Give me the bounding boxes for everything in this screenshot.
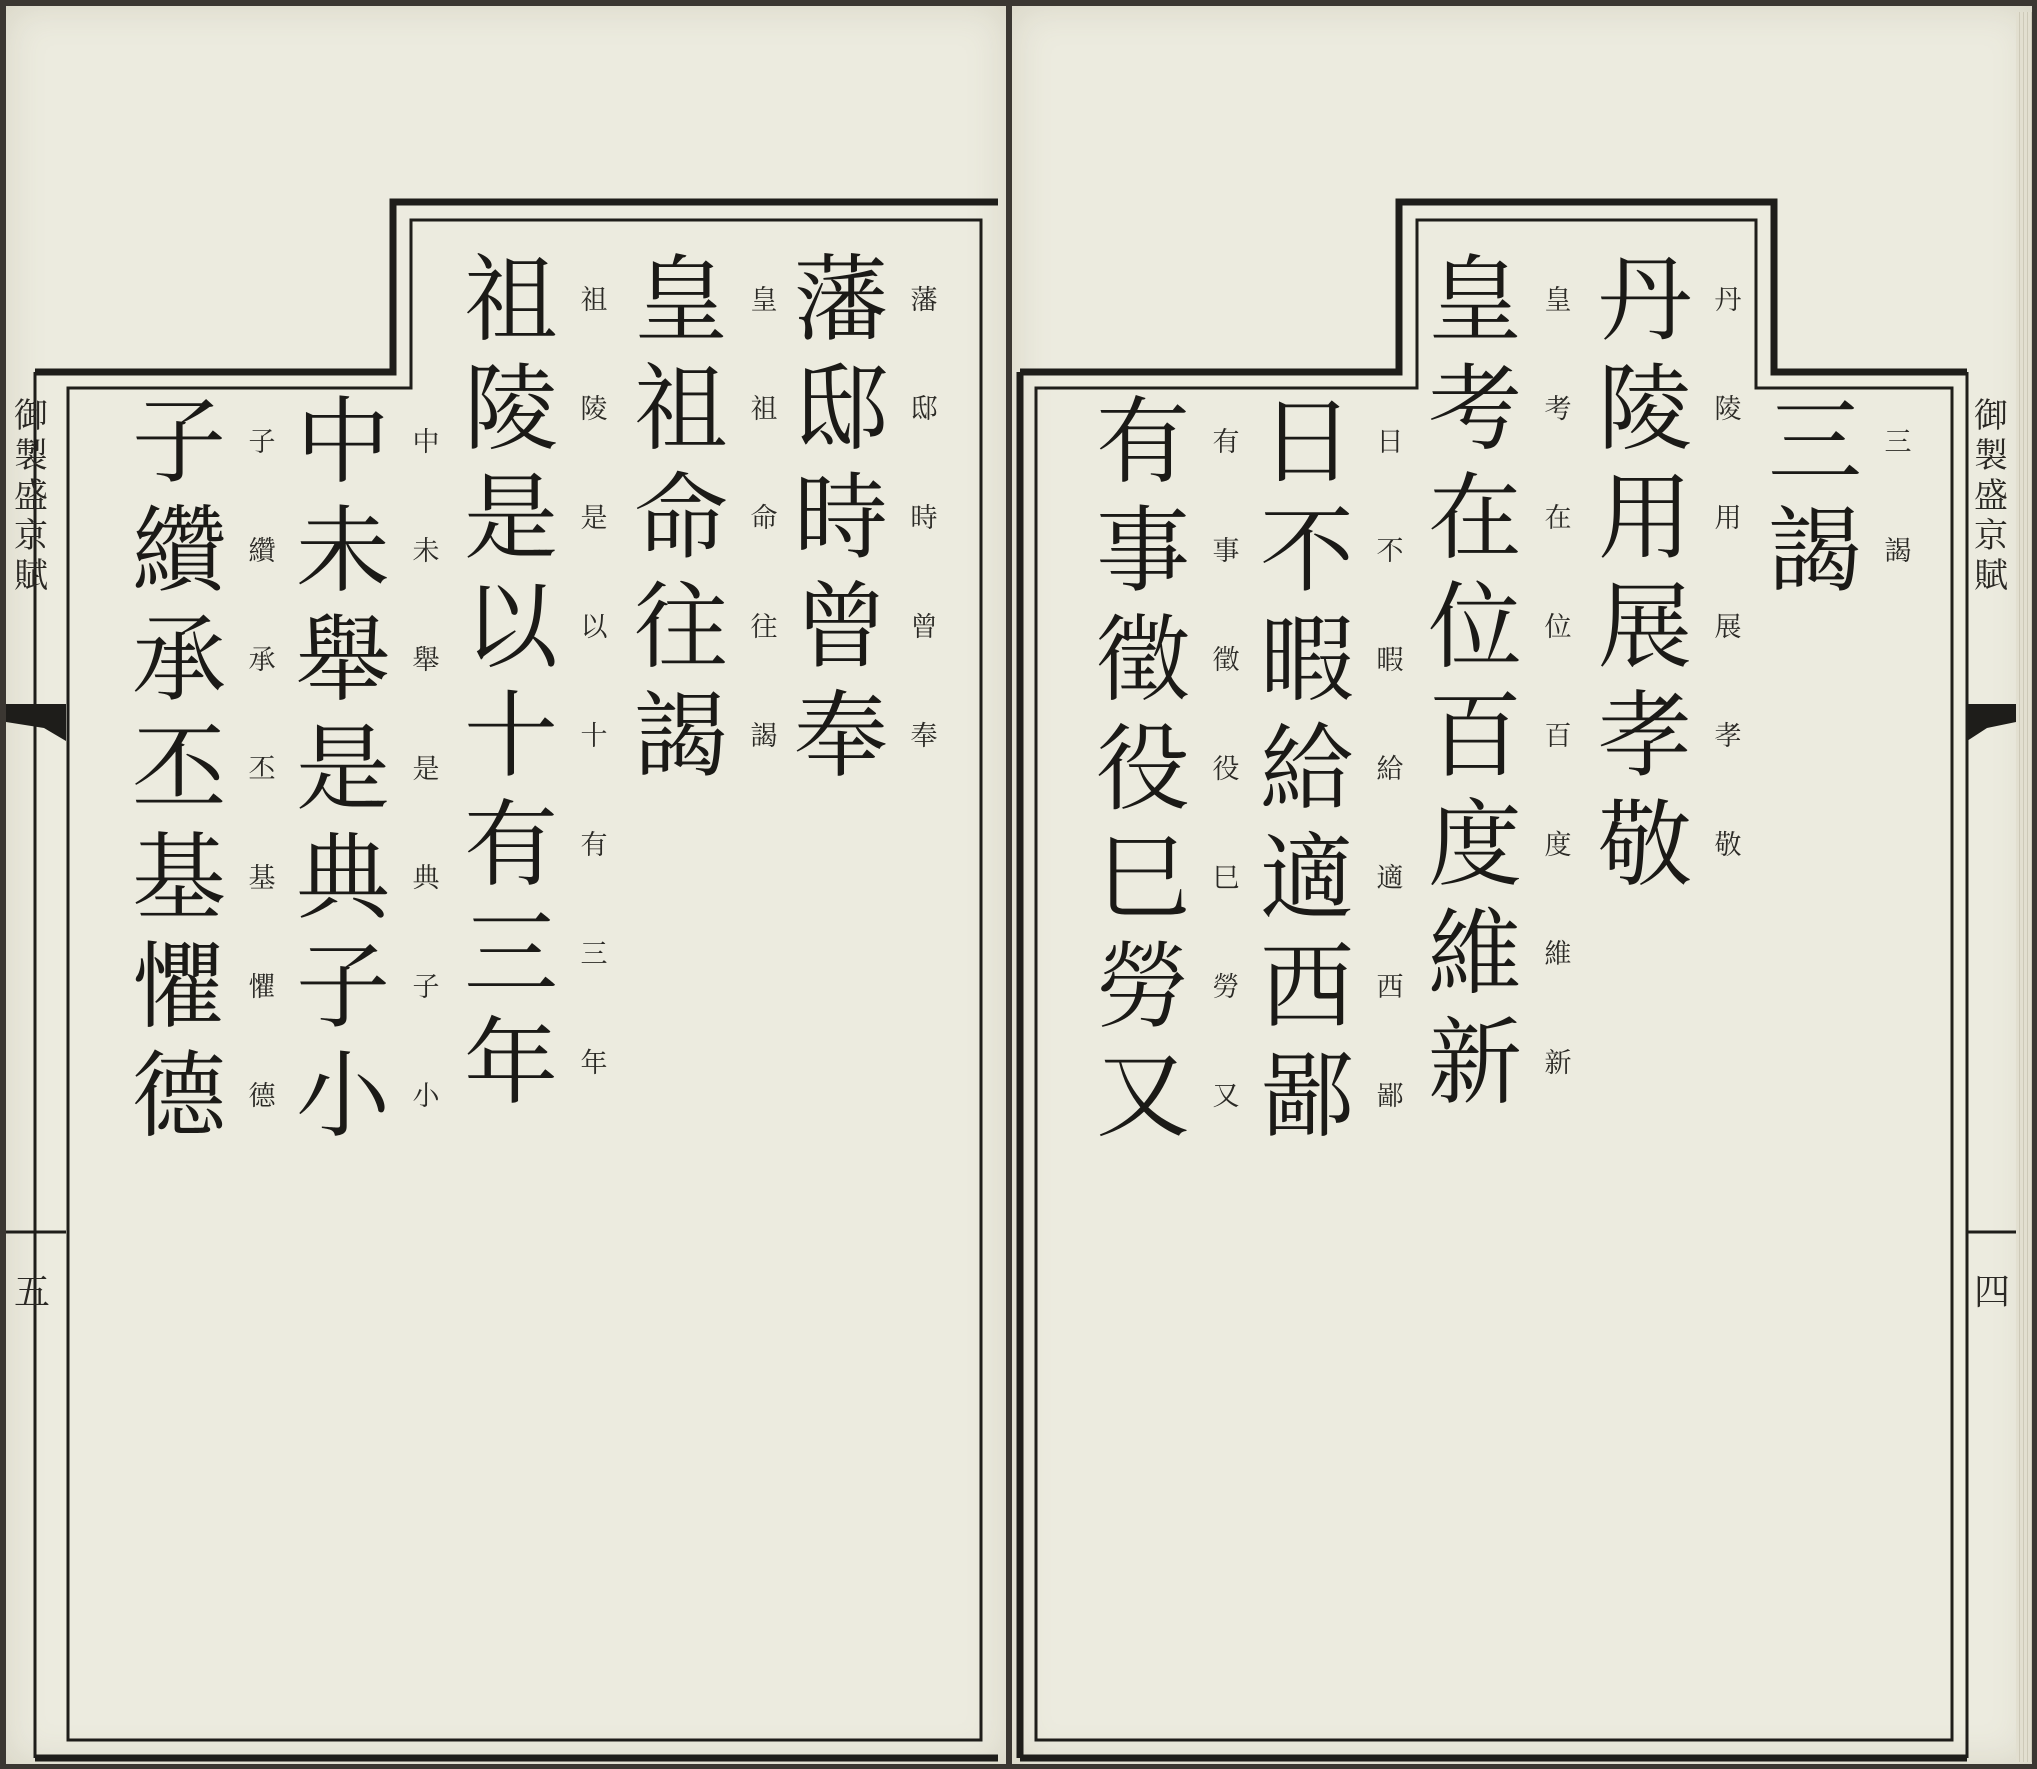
gloss-character: 奉 — [910, 721, 938, 752]
seal-character: 藩 — [793, 246, 888, 355]
margin-title — [14, 396, 48, 596]
gloss-character: 西 — [1376, 972, 1404, 1003]
right-page — [1012, 6, 2032, 1764]
gloss-character: 時 — [910, 503, 938, 534]
seal-character: 不 — [1259, 497, 1354, 606]
regular-script-gloss-column — [1370, 388, 1410, 1151]
gloss-character: 巳 — [1212, 863, 1240, 894]
seal-character: 用 — [1597, 464, 1692, 573]
seal-character: 百 — [1427, 682, 1522, 791]
seal-character: 給 — [1259, 715, 1354, 824]
gloss-character: 纘 — [248, 536, 276, 567]
gloss-character: 是 — [580, 503, 608, 534]
gloss-character: 鄙 — [1376, 1081, 1404, 1112]
gloss-character: 未 — [412, 536, 440, 567]
seal-character: 未 — [295, 497, 390, 606]
seal-character: 懼 — [131, 933, 226, 1042]
left-page — [6, 6, 1006, 1764]
gloss-character: 邸 — [910, 394, 938, 425]
seal-character: 三 — [1767, 388, 1862, 497]
seal-character: 丕 — [131, 715, 226, 824]
margin-title-char: 御 — [1974, 396, 2008, 436]
seal-character: 年 — [463, 1009, 558, 1118]
regular-script-gloss-column — [406, 388, 446, 1151]
gloss-character: 三 — [580, 939, 608, 970]
gloss-character: 子 — [248, 427, 276, 458]
seal-character: 敬 — [1597, 791, 1692, 900]
seal-character: 有 — [463, 791, 558, 900]
gloss-character: 度 — [1544, 830, 1572, 861]
seal-character: 命 — [633, 464, 728, 573]
seal-script-column — [456, 246, 566, 1118]
gloss-character: 展 — [1714, 612, 1742, 643]
seal-character: 丹 — [1597, 246, 1692, 355]
gloss-character: 謁 — [750, 721, 778, 752]
seal-character: 邸 — [793, 355, 888, 464]
regular-script-gloss-column — [574, 246, 614, 1118]
seal-character: 又 — [1095, 1042, 1190, 1151]
seal-character: 徵 — [1095, 606, 1190, 715]
gloss-character: 子 — [412, 972, 440, 1003]
seal-character: 十 — [463, 682, 558, 791]
gloss-character: 有 — [580, 830, 608, 861]
seal-character: 位 — [1427, 573, 1522, 682]
seal-character: 三 — [463, 900, 558, 1009]
seal-character: 事 — [1095, 497, 1190, 606]
gloss-character: 給 — [1376, 754, 1404, 785]
margin-title-char: 盛 — [1974, 476, 2008, 516]
gloss-character: 承 — [248, 645, 276, 676]
gloss-character: 是 — [412, 754, 440, 785]
gloss-character: 百 — [1544, 721, 1572, 752]
seal-script-column — [288, 388, 398, 1151]
gloss-character: 孝 — [1714, 721, 1742, 752]
seal-character: 往 — [633, 573, 728, 682]
gloss-character: 年 — [580, 1048, 608, 1079]
seal-script-column — [1088, 388, 1198, 1151]
seal-character: 祖 — [463, 246, 558, 355]
margin-title-char: 製 — [1974, 436, 2008, 476]
seal-character: 考 — [1427, 355, 1522, 464]
margin-title-char: 京 — [14, 516, 48, 556]
gloss-character: 祖 — [580, 285, 608, 316]
seal-character: 維 — [1427, 900, 1522, 1009]
seal-character: 在 — [1427, 464, 1522, 573]
gloss-character: 陵 — [1714, 394, 1742, 425]
seal-character: 奉 — [793, 682, 888, 791]
gloss-character: 徵 — [1212, 645, 1240, 676]
regular-script-gloss-column — [744, 246, 784, 791]
seal-script-column — [786, 246, 896, 791]
seal-character: 纘 — [131, 497, 226, 606]
gloss-character: 考 — [1544, 394, 1572, 425]
seal-script-column — [1590, 246, 1700, 900]
seal-character: 舉 — [295, 606, 390, 715]
seal-character: 日 — [1259, 388, 1354, 497]
gloss-character: 中 — [412, 427, 440, 458]
gloss-character: 三 — [1884, 427, 1912, 458]
seal-character: 勞 — [1095, 933, 1190, 1042]
gloss-character: 敬 — [1714, 830, 1742, 861]
regular-script-gloss-column — [1708, 246, 1748, 900]
gloss-character: 皇 — [1544, 285, 1572, 316]
seal-character: 時 — [793, 464, 888, 573]
gloss-character: 典 — [412, 863, 440, 894]
seal-character: 謁 — [1767, 497, 1862, 606]
margin-title-char: 賦 — [14, 556, 48, 596]
gloss-character: 丕 — [248, 754, 276, 785]
folio-number: 四 — [1974, 1272, 2011, 1313]
gloss-character: 以 — [580, 612, 608, 643]
gloss-character: 不 — [1376, 536, 1404, 567]
seal-script-column — [1252, 388, 1362, 1151]
seal-character: 有 — [1095, 388, 1190, 497]
seal-character: 新 — [1427, 1009, 1522, 1118]
seal-character: 子 — [131, 388, 226, 497]
gloss-character: 新 — [1544, 1048, 1572, 1079]
seal-character: 謁 — [633, 682, 728, 791]
gloss-character: 有 — [1212, 427, 1240, 458]
seal-character: 鄙 — [1259, 1042, 1354, 1151]
margin-title-char: 賦 — [1974, 556, 2008, 596]
regular-script-gloss-column — [1206, 388, 1246, 1151]
gloss-character: 皇 — [750, 285, 778, 316]
seal-character: 役 — [1095, 715, 1190, 824]
gloss-character: 十 — [580, 721, 608, 752]
gloss-character: 適 — [1376, 863, 1404, 894]
gloss-character: 小 — [412, 1081, 440, 1112]
seal-script-column — [1420, 246, 1530, 1118]
gloss-character: 德 — [248, 1081, 276, 1112]
seal-character: 小 — [295, 1042, 390, 1151]
gloss-character: 丹 — [1714, 285, 1742, 316]
gloss-character: 事 — [1212, 536, 1240, 567]
margin-title-char: 製 — [14, 436, 48, 476]
folio-number: 五 — [14, 1272, 51, 1313]
seal-character: 曾 — [793, 573, 888, 682]
regular-script-gloss-column — [1538, 246, 1578, 1118]
regular-script-gloss-column — [242, 388, 282, 1151]
gloss-character: 祖 — [750, 394, 778, 425]
gloss-character: 舉 — [412, 645, 440, 676]
gloss-character: 位 — [1544, 612, 1572, 643]
seal-script-column — [124, 388, 234, 1151]
seal-character: 西 — [1259, 933, 1354, 1042]
seal-character: 皇 — [1427, 246, 1522, 355]
seal-character: 孝 — [1597, 682, 1692, 791]
gloss-character: 維 — [1544, 939, 1572, 970]
seal-character: 以 — [463, 573, 558, 682]
seal-script-column — [626, 246, 736, 791]
margin-title-char: 京 — [1974, 516, 2008, 556]
seal-character: 承 — [131, 606, 226, 715]
gloss-character: 暇 — [1376, 645, 1404, 676]
gloss-character: 謁 — [1884, 536, 1912, 567]
seal-character: 暇 — [1259, 606, 1354, 715]
gloss-character: 日 — [1376, 427, 1404, 458]
seal-character: 展 — [1597, 573, 1692, 682]
gloss-character: 往 — [750, 612, 778, 643]
gloss-character: 基 — [248, 863, 276, 894]
seal-character: 陵 — [1597, 355, 1692, 464]
gloss-character: 懼 — [248, 972, 276, 1003]
seal-character: 陵 — [463, 355, 558, 464]
gloss-character: 命 — [750, 503, 778, 534]
gloss-character: 役 — [1212, 754, 1240, 785]
seal-character: 基 — [131, 824, 226, 933]
margin-title-char: 御 — [14, 396, 48, 436]
seal-script-column — [1760, 388, 1870, 606]
gloss-character: 用 — [1714, 503, 1742, 534]
margin-title-char: 盛 — [14, 476, 48, 516]
gloss-character: 又 — [1212, 1081, 1240, 1112]
seal-character: 子 — [295, 933, 390, 1042]
seal-character: 適 — [1259, 824, 1354, 933]
seal-character: 是 — [295, 715, 390, 824]
seal-character: 是 — [463, 464, 558, 573]
seal-character: 巳 — [1095, 824, 1190, 933]
gloss-character: 曾 — [910, 612, 938, 643]
seal-character: 中 — [295, 388, 390, 497]
gloss-character: 藩 — [910, 285, 938, 316]
seal-character: 典 — [295, 824, 390, 933]
gloss-character: 在 — [1544, 503, 1572, 534]
gloss-character: 陵 — [580, 394, 608, 425]
seal-character: 祖 — [633, 355, 728, 464]
regular-script-gloss-column — [1878, 388, 1918, 606]
margin-title — [1974, 396, 2008, 596]
regular-script-gloss-column — [904, 246, 944, 791]
seal-character: 德 — [131, 1042, 226, 1151]
seal-character: 度 — [1427, 791, 1522, 900]
seal-character: 皇 — [633, 246, 728, 355]
gloss-character: 勞 — [1212, 972, 1240, 1003]
